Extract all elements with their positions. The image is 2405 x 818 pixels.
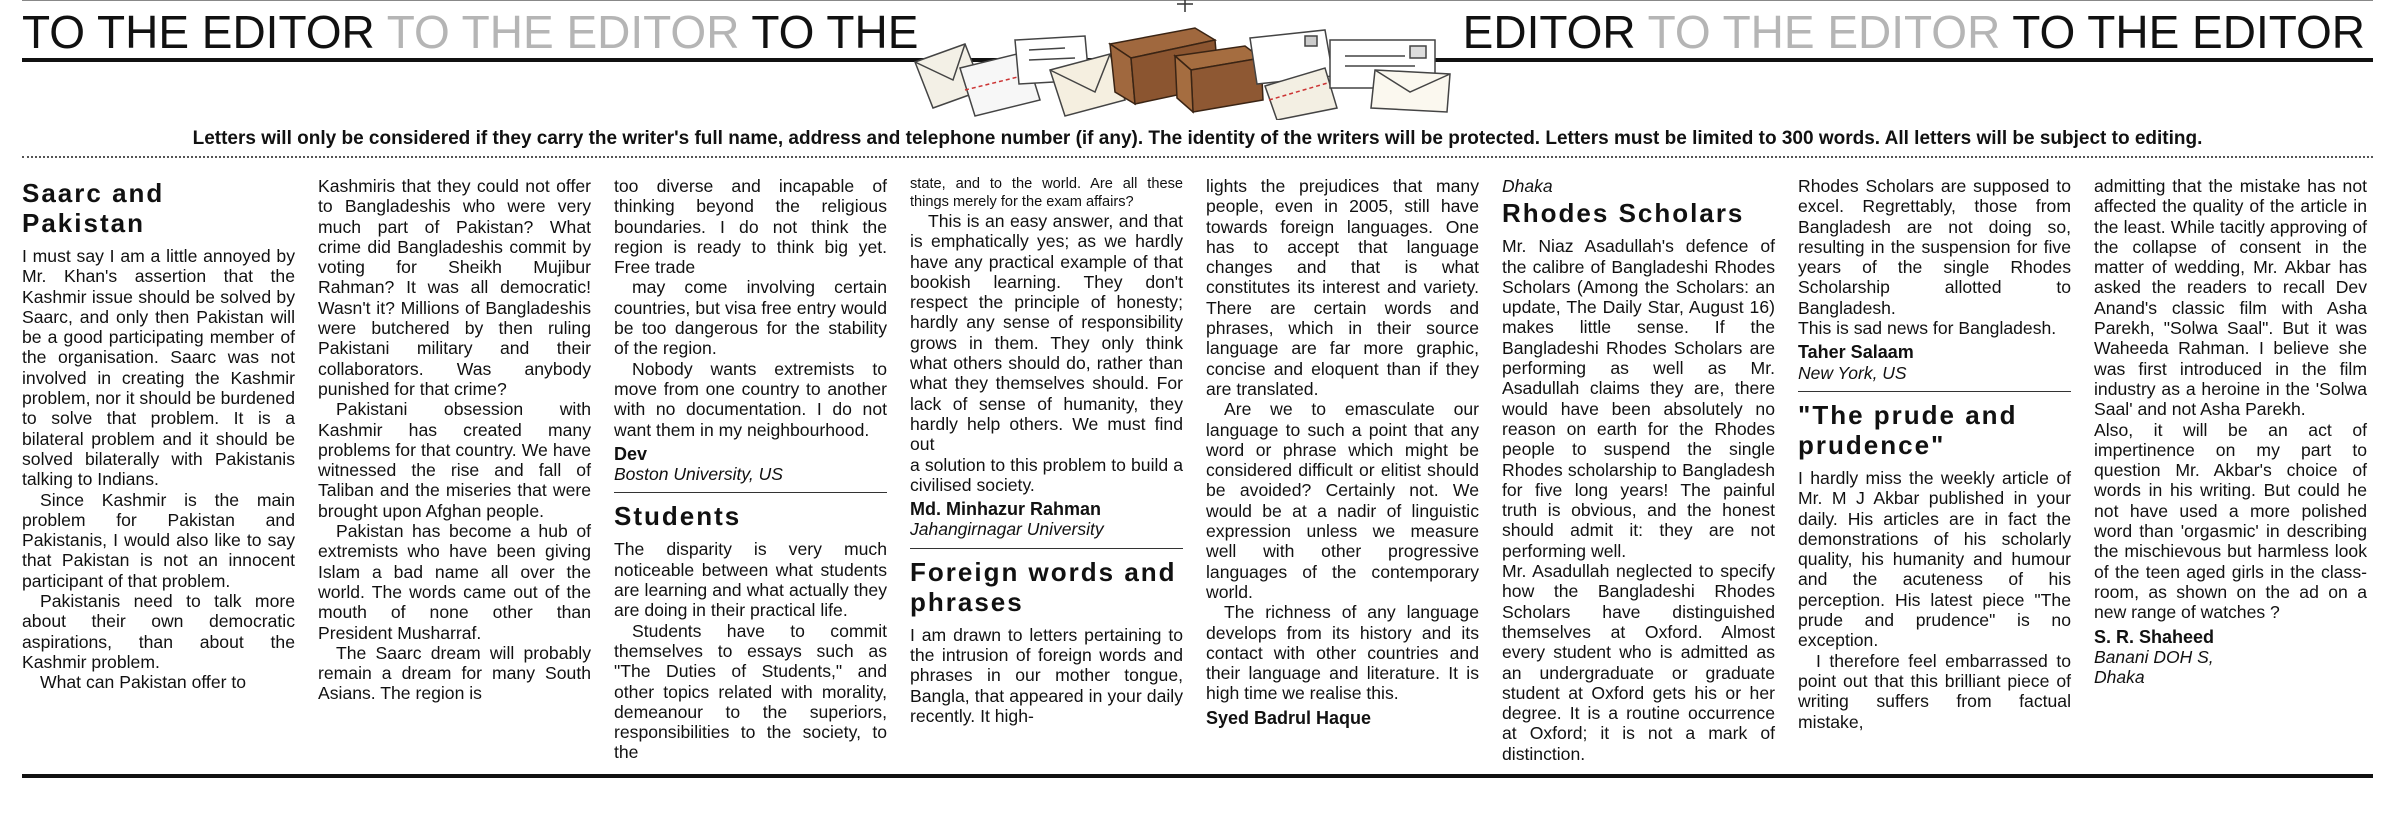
banner-text: TO THE EDITOR: [22, 6, 375, 58]
letter-paragraph: The Saarc dream will probably remain a dream for many South Asians. The region is: [318, 642, 591, 704]
letter-paragraph: Also, it will be an act of impertinence on my part to question Mr. Akbar's choice of words in his writing. But could he not have used a more polished word than 'orgasmic' in describing the mischievous but harmless look of the teen aged girls in the class-room, as shown on the ad on a new range of watches ?: [2094, 419, 2367, 623]
letter-paragraph: I must say I am a little annoyed by Mr. Khan's assertion that the Kashmir issue should be solved by Saarc, and only then Pakistan will be a good participating member of the organisation. Saarc was not involved in creating the Kashmir problem, nor it should be burdened to solve that problem. It is a bilateral problem and it should be solved bilaterally with Pakistanis talking to Indians.: [22, 246, 295, 490]
author-location: Banani DOH S,: [2094, 646, 2214, 667]
headline-students: Students: [614, 501, 742, 532]
letter-paragraph: Nobody wants extremists to move from one country to another with no documentation. I do not want them in my neighbourhood.: [614, 358, 887, 440]
letter-paragraph: state, and to the world. Are all these things merely for the exam affairs?: [910, 176, 1183, 210]
headline-foreign-words: Foreign words and phrases: [910, 556, 1177, 617]
letters-policy-notice: Letters will only be considered if they carry the writer's full name, address and telephone number (if any). The identity of the writers will be protected. Letters must be limited to 300 words. All letters will be subject to editing.: [192, 128, 2203, 149]
author-byline: S. R. Shaheed: [2094, 626, 2215, 647]
author-byline: Syed Badrul Haque: [1206, 707, 1372, 728]
letter-paragraph: The disparity is very much noticeable between what students are learning and what actually they are doing in their practical life.: [614, 539, 887, 621]
letter-paragraph: What can Pakistan offer to: [40, 672, 247, 693]
letter-paragraph: Mr. Niaz Asadullah's defence of the calibre of Bangladeshi Rhodes Scholars (Among the Scholars: an update, The Daily Star, August 16) makes little sense. If the Bangladeshi Rhodes Scholars are performing as well as Mr. Asadullah claims they are, there would have been absolutely no reason on earth for the Rhodes people to suspend the single Rhodes scholarship to Bangladesh for five long years! The painful truth is obvious, and the honest should admit it: they are not performing well.: [1502, 236, 1775, 561]
banner-text: TO THE: [751, 6, 919, 58]
author-location: Boston University, US: [614, 464, 783, 485]
envelope-icon: [1371, 70, 1450, 112]
headline-rhodes-scholars: Rhodes Scholars: [1502, 198, 1745, 229]
letter-paragraph: lights the prejudices that many people, even in 2005, still have towards foreign languages. One has to accept that language changes and that is what constitutes its interest and variety. There are certain words and phrases, which in their source language are far more graphic, concise and eloquent than if they are translated.: [1206, 176, 1479, 399]
letter-paragraph: too diverse and incapable of thinking beyond the religious boundaries. I do not think the region is ready to think big yet. Free trade: [614, 176, 887, 278]
letter-paragraph: Mr. Asadullah neglected to specify how the Bangladeshi Rhodes Scholars have distinguished themselves at Oxford. Almost every student who is admitted as an undergraduate or graduate student at Oxford gets his or her degree. It is a routine occurrence at Oxford; it is not a mark of distinction.: [1502, 561, 1775, 764]
letter-paragraph: I hardly miss the weekly article of Mr. M J Akbar published in your daily. His articles are in fact the demonstrations of his scholarly quality, his humanity and humour and the acuteness of his perception. His latest piece "The prude and prudence" is no exception.: [1798, 467, 2071, 651]
column-2: [318, 176, 591, 704]
banner-text-grey: TO THE EDITOR: [386, 6, 740, 58]
author-location: Dhaka: [1502, 176, 1553, 196]
banner-right: [1463, 4, 2365, 60]
letter-paragraph: The richness of any language develops from its history and its contact with other countries and their language and literature. It is high time we realise this.: [1206, 602, 1479, 704]
column-8: [2094, 176, 2367, 687]
letter-paragraph: Pakistanis need to talk more about their own democratic aspirations, than about the Kashmir problem.: [22, 591, 295, 672]
author-location: Jahangirnagar University: [910, 519, 1104, 540]
banner-text-grey: TO THE EDITOR: [1647, 6, 2001, 58]
headline-saarc-and-pakistan: Saarc and Pakistan: [22, 178, 165, 238]
author-byline: Taher Salaam: [1798, 342, 1914, 363]
column-7: [1798, 176, 2071, 732]
letter-paragraph: This is sad news for Bangladesh.: [1798, 318, 2057, 339]
banner-left: [22, 4, 918, 60]
letter-paragraph: may come involving certain countries, but visa free entry would be too dangerous for the stability of the region.: [614, 277, 887, 359]
star-icon: [1177, 0, 1193, 12]
dotted-divider: [22, 156, 2373, 158]
column-5: [1206, 176, 1479, 728]
banner-text: EDITOR: [1462, 6, 1636, 58]
author-byline: Dev: [614, 443, 648, 464]
column-6: [1502, 176, 1775, 764]
envelopes-illustration: [905, 0, 1465, 120]
letter-separator: [1798, 391, 2071, 392]
letter-paragraph: a solution to this problem to build a civilised society.: [910, 454, 1183, 495]
headline-the-prude-and-prudence: "The prude and prudence": [1798, 399, 2018, 460]
parcel-icon: [1175, 46, 1263, 112]
column-3: [614, 176, 887, 763]
column-1: [22, 176, 295, 693]
banner-text: TO THE EDITOR: [2012, 6, 2365, 58]
letter-paragraph: Pakistani obsession with Kashmir has created many problems for that country. We have witnessed the rise and fall of Taliban and the miseries that were brought upon Afghan people.: [318, 399, 591, 521]
letter-paragraph: This is an easy answer, and that is emphatically yes; as we hardly have any practical example of that bookish learning. They don't respect the principle of honesty; hardly any sense of responsibility grows in them. They only think what others should do, rather than what they themselves should. For lack of sense of humanity, they hardly help others. We must find out: [910, 211, 1183, 455]
author-byline: Md. Minhazur Rahman: [910, 499, 1102, 520]
letter-paragraph: Since Kashmir is the main problem for Pakistan and Pakistanis, I would also like to say that Pakistan is not an innocent participant of that problem.: [22, 489, 295, 591]
letter-paragraph: I therefore feel embarrassed to point out that this brilliant piece of writing suffers from factual mistake,: [1798, 650, 2071, 732]
author-location: Dhaka: [2094, 667, 2145, 688]
letter-paragraph: Students have to commit themselves to essays such as "The Duties of Students," and other topics related with morality, demeanour to the superiors, responsibilities to the society, to the: [614, 620, 887, 763]
letter-separator: [910, 548, 1183, 549]
author-location: New York, US: [1798, 362, 1907, 383]
letter-paragraph: Kashmiris that they could not offer to Bangladeshis who were very much part of Pakistan? What crime did Bangladeshis commit by voting for Sheikh Mujibur Rahman? It was all democratic! Wasn't it? Millions of Bangladeshis were butchered by then ruling Pakistani military and their collaborators. Was anybody punished for that crime?: [318, 176, 591, 399]
letter-paragraph: Rhodes Scholars are supposed to excel. Regrettably, those from Bangladesh are not doing so, resulting in the suspension for five years of the single Rhodes Scholarship allotted to Bangladesh.: [1798, 176, 2071, 318]
column-4: [910, 176, 1183, 726]
letter-paragraph: admitting that the mistake has not affected the quality of the article in the least. While tacitly approving of the collapse of consent in the matter of wedding, Mr. Akbar has asked the readers to recall Dev Anand's classic film with Asha Parekh, "Solwa Saal". But it was Waheeda Rahman. I believe she was first introduced in the film industry as a heroine in the 'Solwa Saal' and not Asha Parekh.: [2094, 176, 2367, 420]
letter-paragraph: Are we to emasculate our language to such a point that any word or phrase which might be considered difficult or elitist should be avoided? Certainly not. We would be at a nadir of linguistic expression unless we measure well with other progressive languages of the contemporary world.: [1206, 399, 1479, 602]
bottom-rule: [22, 774, 2373, 778]
letter-separator: [614, 492, 887, 493]
letter-paragraph: Pakistan has become a hub of extremists who have been giving Islam a bad name all over the world. The words came out of the mouth of none other than President Musharraf.: [318, 521, 591, 643]
letter-paragraph: I am drawn to letters pertaining to the intrusion of foreign words and phrases in our mother tongue, Bangla, that appeared in your daily recently. It high-: [910, 624, 1183, 726]
